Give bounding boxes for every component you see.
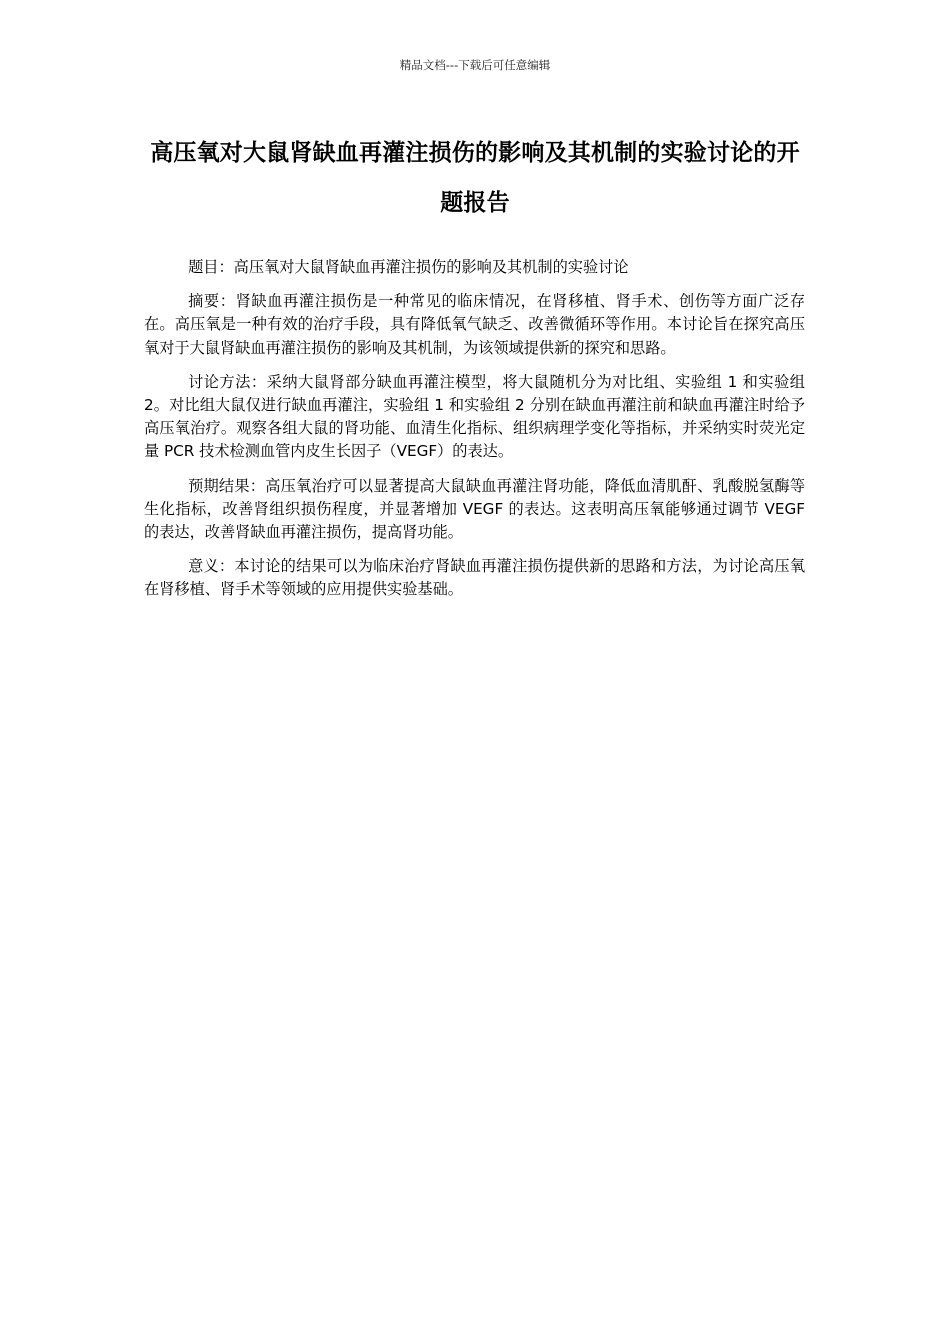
paragraph-topic: 题目：高压氧对大鼠肾缺血再灌注损伤的影响及其机制的实验讨论 xyxy=(188,258,629,276)
page-header-note: 精品文档---下载后可任意编辑 xyxy=(399,58,551,72)
paragraph-methods: 讨论方法：采纳大鼠肾部分缺血再灌注模型，将大鼠随机分为对比组、实验组 1 和实验组 2。对比组大鼠仅进行缺血再灌注，实验组 1 和实验组 2 分别在缺血再灌注前和缺血再灌注时给予高压氧治疗。观察各组大鼠的肾功能、血清生化指标、组织病理学变化等指标，并采纳实时荧光定量 PCR 技术检测血管内皮生长因子（VEGF）的表达。 xyxy=(144,372,805,461)
paragraph-abstract: 摘要：肾缺血再灌注损伤是一种常见的临床情况，在肾移植、肾手术、创伤等方面广泛存在。高压氧是一种有效的治疗手段，具有降低氧气缺乏、改善微循环等作用。本讨论旨在探究高压氧对于大鼠肾缺血再灌注损伤的影响及其机制，为该领域提供新的探究和思路。 xyxy=(144,292,805,357)
paragraph-expected-results: 预期结果：高压氧治疗可以显著提高大鼠缺血再灌注肾功能，降低血清肌酐、乳酸脱氢酶等生化指标，改善肾组织损伤程度，并显著增加 VEGF 的表达。这表明高压氧能够通过调节 VEGF 的表达，改善肾缺血再灌注损伤，提高肾功能。 xyxy=(144,476,805,542)
paragraph-significance: 意义：本讨论的结果可以为临床治疗肾缺血再灌注损伤提供新的思路和方法，为讨论高压氧在肾移植、肾手术等领域的应用提供实验基础。 xyxy=(144,557,805,599)
document-title: 高压氧对大鼠肾缺血再灌注损伤的影响及其机制的实验讨论的开题报告 xyxy=(150,140,800,216)
document-body xyxy=(144,256,805,613)
